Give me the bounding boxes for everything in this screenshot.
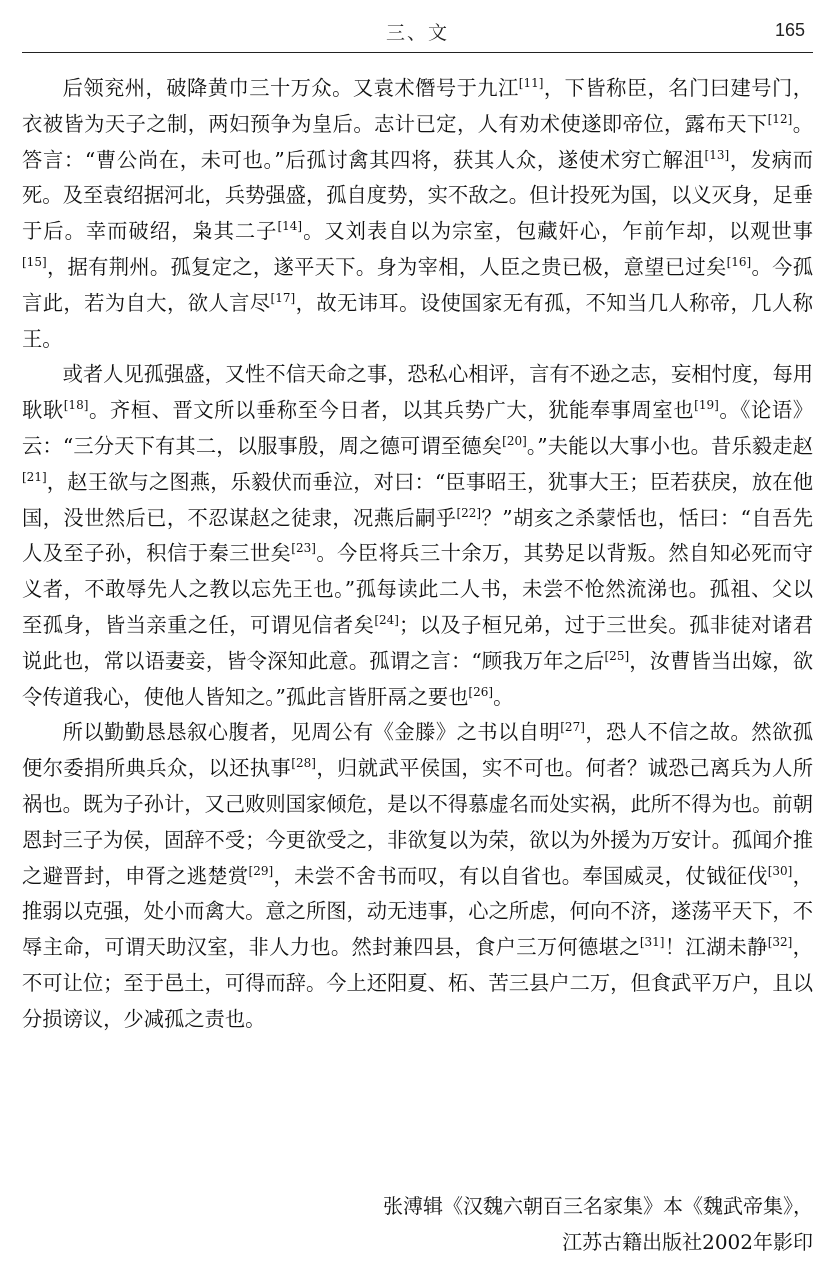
text-run: 或者人见孤强盛，又性不信天命之事，恐私心相评，言有不逊之志，妄相忖度，每用耿耿 [22,362,814,423]
footnote-marker: [17] [270,290,296,305]
running-header [22,14,813,53]
footnote-marker: [27] [560,720,585,735]
footnote-marker: [30] [767,863,793,878]
footnote-marker: [29] [248,863,274,878]
text-run: 所以勤勤恳恳叙心腹者，见周公有《金滕》之书以自明 [62,720,561,745]
source-line-1: 张溥辑《汉魏六朝百三名家集》本《魏武帝集》， [383,1194,813,1218]
footnote-marker: [21] [22,469,47,484]
text-run: ！江湖未静 [664,935,768,960]
text-run: ，推弱以克强，处小而禽大。意之所图，动无违事，心之所虑，何向不济，遂荡平天下，不辱主命，可谓天助汉室，非人力也。然封兼四县，食户三万何德堪之 [22,863,813,960]
text-run: 后领兖州，破降黄巾三十万众。又袁术僭号于九江 [62,76,519,100]
source-line-2: 江苏古籍出版社2002年影印 [562,1230,813,1254]
footnote-marker: [23] [291,541,316,556]
text-run: ，发病而死。及至袁绍据河北，兵势强盛，孤自度势，实不敌之。但计投死为国，以义灭身，足垂于后。幸而破绍，枭其二子 [22,147,813,244]
text-run: ，故无讳耳。设使国家无有孤，不知当几人称帝，几人称王。 [22,290,813,351]
text-run: ，据有荆州。孤复定之，遂平天下。身为宰相，人臣之贵已极，意望已过矣 [46,254,727,279]
footnote-marker: [28] [291,756,316,771]
text-run: 。《论语》云：“三分天下有其二，以服事殷，周之德可谓至德矣 [22,398,813,458]
footnote-marker: [13] [704,147,730,162]
body-text [22,71,813,1038]
text-run: 。答言：“曹公尚在，未可也。”后孤讨禽其四将，获其人众，遂使术穷亡解沮 [22,111,813,172]
footnote-marker: [25] [604,648,630,663]
text-run: 。 [493,684,514,709]
text-run: 。”夫能以大事小也。昔乐毅走赵 [526,433,813,458]
paragraph [22,715,813,1037]
text-run: 。今臣将兵三十余万，其势足以背叛。然自知必死而守义者，不敢辱先人之教以忘先王也。”孤每读此二人书，未尝不怆然流涕也。孤祖、父以至孤身，皆当亲重之任，可谓见信者矣 [22,541,813,637]
footnote-marker: [22] [456,505,482,520]
text-run: 。今孤言此，若为自大，欲人言尽 [22,254,813,315]
page-number: 165 [774,20,805,40]
text-run: ，恐人不信之故。然欲孤便尔委捐所典兵众，以还执事 [22,720,813,781]
footnote-marker: [19] [694,398,719,413]
paragraph [22,357,813,715]
text-run: ，归就武平侯国，实不可也。何者？诚恐己离兵为人所祸也。既为子孙计，又己败则国家倾危，是以不得慕虚名而处实祸，此所不得为也。前朝恩封三子为侯，固辞不受；今更欲受之，非欲复以为荣，欲以为外援为万安计。孤闻介推之避晋封，申胥之逃楚赏 [22,756,813,888]
text-run: ，不可让位；至于邑土，可得而辞。今上还阳夏、柘、苦三县户二万，但食武平万户，且以分损谤议，少减孤之责也。 [22,935,813,1031]
section-title: 三、文 [385,22,449,44]
text-run: ，汝曹皆当出嫁，欲令传道我心，使他人皆知之。”孤此言皆肝鬲之要也 [22,648,813,709]
text-run: ；以及子桓兄弟，过于三世矣。孤非徒对诸君说此也，常以语妻妾，皆令深知此意。孤谓之言：“顾我万年之后 [22,612,813,673]
text-run: ？”胡亥之杀蒙恬也，恬曰：“自吾先人及至子孙，积信于秦三世矣 [22,505,813,566]
text-run: ，未尝不舍书而叹，有以自省也。奉国威灵，仗钺征伐 [273,863,768,888]
footnote-marker: [12] [767,111,793,126]
footnote-marker: [15] [22,254,47,269]
footnote-marker: [32] [767,935,793,950]
text-run: ，赵王欲与之图燕，乐毅伏而垂泣，对曰：“臣事昭王，犹事大王；臣若获戾，放在他国，没世然后已，不忍谋赵之徒隶，况燕后嗣乎 [22,469,813,530]
footnote-marker: [16] [726,254,752,269]
footnote-marker: [24] [374,612,399,627]
footnote-marker: [31] [639,935,665,950]
text-run: 。又刘表自以为宗室，包藏奸心，乍前乍却，以观世事 [302,219,813,244]
paragraph [22,71,813,357]
footnote-marker: [26] [468,684,494,699]
footnote-marker: [18] [63,398,89,413]
source-citation [22,1188,813,1260]
text-run: 。齐桓、晋文所以垂称至今日者，以其兵势广大，犹能奉事周室也 [88,398,695,423]
footnote-marker: [20] [502,433,527,448]
text-run: ，下皆称臣，名门曰建号门，衣被皆为天子之制，两妇预争为皇后。志计已定，人有劝术使遂即帝位，露布天下 [22,76,813,136]
footnote-marker: [14] [277,219,303,234]
footnote-marker: [11] [518,76,544,90]
